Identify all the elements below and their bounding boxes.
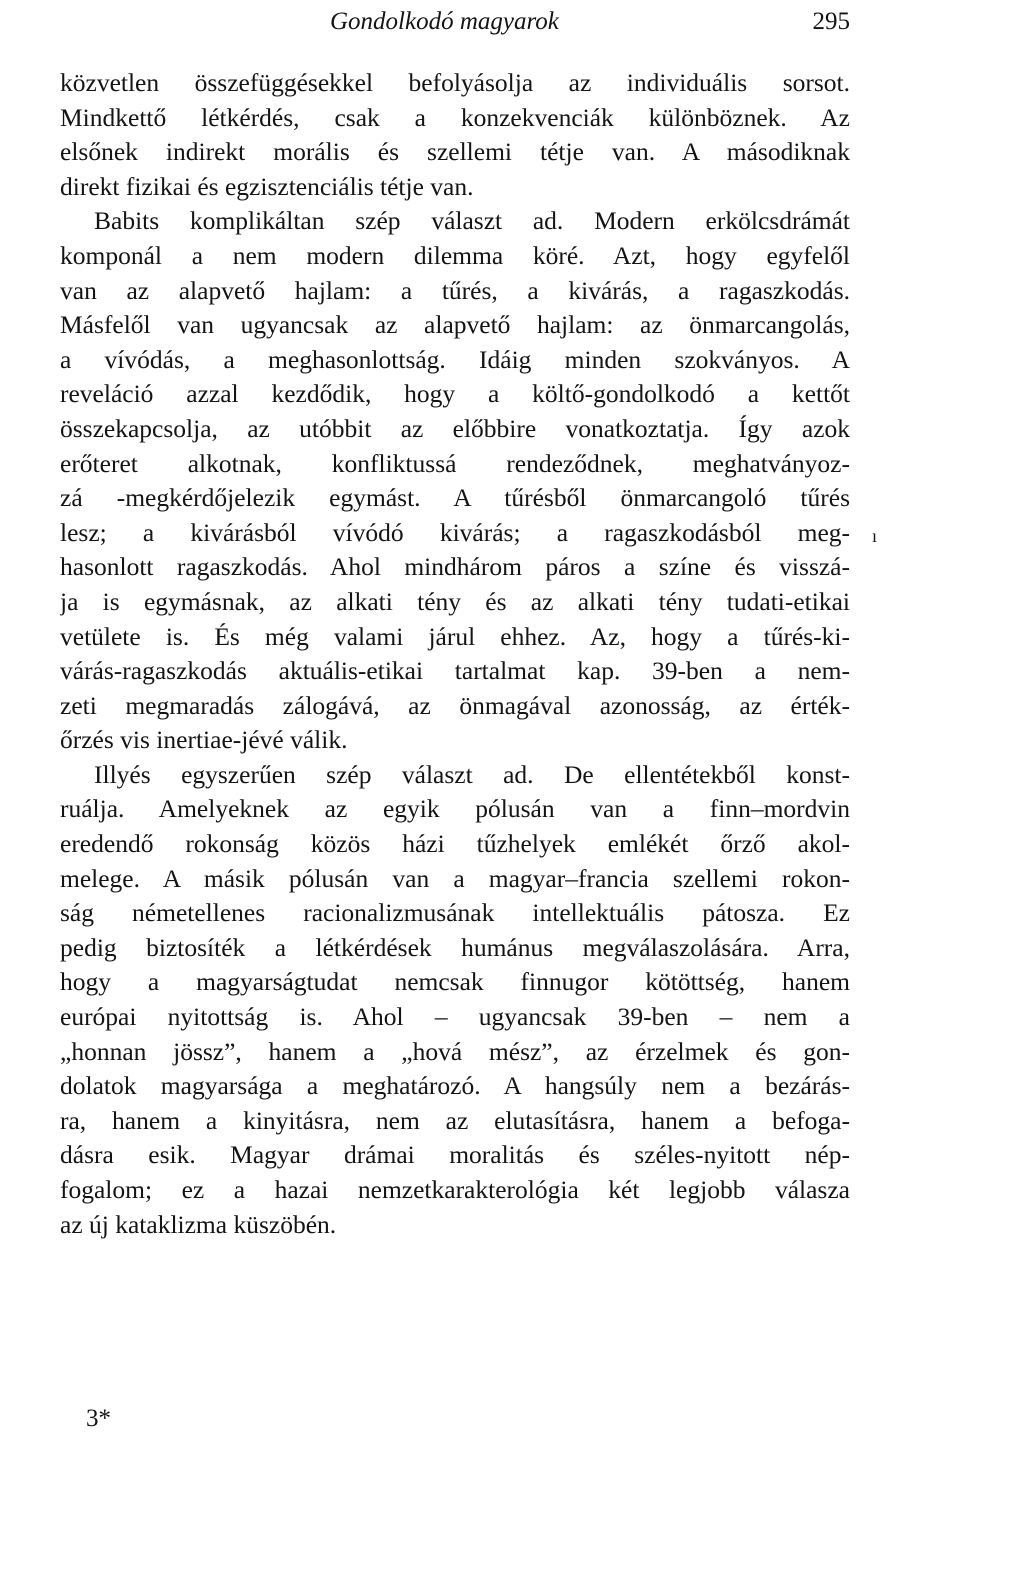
text-line: Illyés egyszerűen szép választ ad. De ellentétekből konst-	[94, 759, 850, 789]
text-line: ra, hanem a kinyitásra, nem az elutasításra, hanem a befoga-	[60, 1105, 850, 1135]
text-line: ság németellenes racionalizmusának intellektuális pátosza. Ez	[60, 898, 850, 928]
text-line: erőteret alkotnak, konfliktussá rendeződnek, meghatványoz-	[60, 448, 850, 478]
page-number: 295	[812, 8, 850, 35]
text-line: összekapcsolja, az utóbbit az előbbire vonatkoztatja. Így azok	[60, 413, 850, 443]
text-line: zeti megmaradás zálogává, az önmagával azonosság, az érték-	[60, 690, 850, 720]
text-line: őrzés vis inertiae-jévé válik.	[60, 725, 348, 755]
text-line: direkt fizikai és egzisztenciális tétje van.	[60, 171, 474, 201]
text-line: dolatok magyarsága a meghatározó. A hangsúly nem a bezárás-	[60, 1071, 850, 1101]
text-line: lesz; a kivárásból vívódó kivárás; a ragaszkodásból meg-	[60, 517, 850, 547]
margin-mark: ı	[872, 526, 878, 546]
text-line: van az alapvető hajlam: a tűrés, a kivárás, a ragaszkodás.	[60, 275, 850, 305]
body-text	[60, 66, 850, 1242]
text-line: pedig biztosíték a létkérdések humánus megválaszolására. Arra,	[60, 932, 850, 962]
text-line: fogalom; ez a hazai nemzetkarakterológia két legjobb válasza	[60, 1175, 850, 1204]
text-line: hasonlott ragaszkodás. Ahol mindhárom páros a színe és visszá-	[60, 552, 850, 582]
text-line: „honnan jössz”, hanem a „hová mész”, az érzelmek és gon-	[60, 1036, 850, 1066]
text-line: Mindkettő létkérdés, csak a konzekvenciák különböznek. Az	[60, 102, 850, 132]
text-line: ja is egymásnak, az alkati tény és az alkati tény tudati-etikai	[60, 586, 850, 616]
text-line: közvetlen összefüggésekkel befolyásolja az individuális sorsot.	[60, 68, 850, 97]
text-line: az új kataklizma küszöbén.	[60, 1209, 337, 1239]
text-line: elsőnek indirekt morális és szellemi tétje van. A másodiknak	[60, 137, 850, 167]
text-line: zá -megkérdőjelezik egymást. A tűrésből önmarcangoló tűrés	[60, 483, 850, 513]
text-line: eredendő rokonság közös házi tűzhelyek emlékét őrző akol-	[60, 829, 850, 859]
text-line: komponál a nem modern dilemma köré. Azt, hogy egyfelől	[60, 240, 850, 270]
text-line: reveláció azzal kezdődik, hogy a költő-gondolkodó a kettőt	[60, 379, 850, 409]
running-title: Gondolkodó magyarok	[330, 8, 559, 35]
text-line: Másfelől van ugyancsak az alapvető hajlam: az önmarcangolás,	[60, 310, 850, 340]
text-line: melege. A másik pólusán van a magyar–francia szellemi rokon-	[60, 863, 850, 893]
text-line: európai nyitottság is. Ahol – ugyancsak 39-ben – nem a	[60, 1002, 850, 1032]
text-line: ruálja. Amelyeknek az egyik pólusán van a finn–mordvin	[60, 794, 850, 824]
text-line: Babits komplikáltan szép választ ad. Modern erkölcsdrámát	[94, 206, 850, 236]
text-line: dásra esik. Magyar drámai moralitás és széles-nyitott nép-	[60, 1140, 850, 1170]
text-line: hogy a magyarságtudat nemcsak finnugor kötöttség, hanem	[60, 967, 850, 997]
text-line: a vívódás, a meghasonlottság. Idáig minden szokványos. A	[60, 344, 850, 374]
running-head	[60, 4, 850, 40]
text-line: vetülete is. És még valami járul ehhez. Az, hogy a tűrés-ki-	[60, 621, 850, 651]
text-line: várás-ragaszkodás aktuális-etikai tartalmat kap. 39-ben a nem-	[60, 656, 850, 686]
signature-mark: 3*	[86, 1405, 111, 1432]
